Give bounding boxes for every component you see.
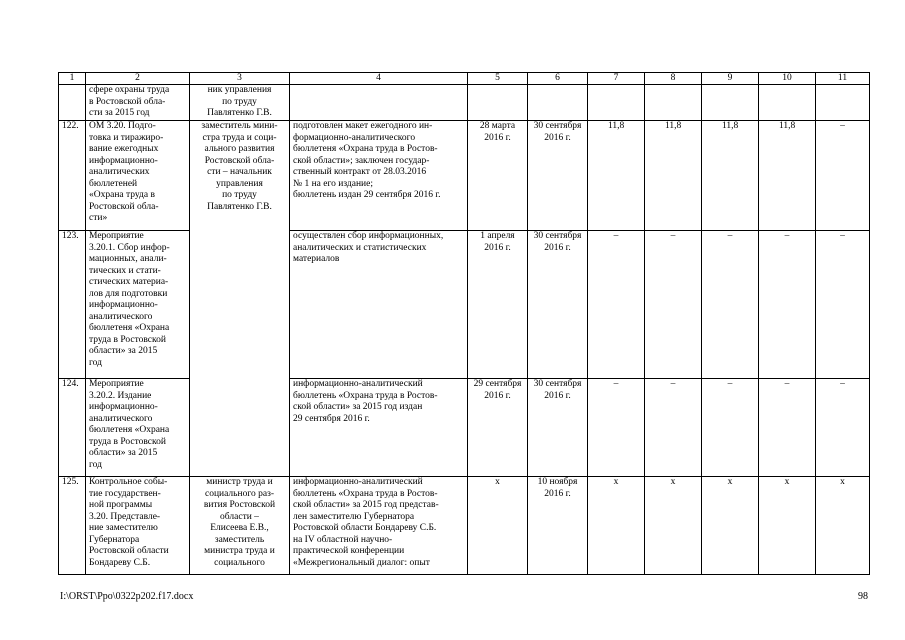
value-cell: – (588, 379, 645, 477)
plan-date-cell: х (468, 477, 528, 575)
value-cell: – (816, 379, 870, 477)
value-cell: х (816, 477, 870, 575)
column-number: 8 (645, 73, 702, 85)
column-number: 7 (588, 73, 645, 85)
value-cell: – (702, 231, 759, 379)
value-cell: 11,8 (588, 121, 645, 231)
event-name-cell: ОМ 3.20. Подго- товка и тиражиро- вание ежегодных информационно- аналитических бюллетеней «Охрана труда в Ростовской обла- сти» (86, 121, 190, 231)
fact-date-cell: 30 сентября 2016 г. (528, 379, 588, 477)
value-cell (702, 85, 759, 121)
plan-date-cell: 1 апреля 2016 г. (468, 231, 528, 379)
value-cell (816, 85, 870, 121)
column-number: 10 (759, 73, 816, 85)
value-cell: – (645, 379, 702, 477)
value-cell: – (645, 231, 702, 379)
row-number-cell (59, 85, 86, 121)
column-number: 6 (528, 73, 588, 85)
event-name-cell: Мероприятие 3.20.1. Сбор инфор- мационных, анали- тических и стати- стических материа- лов для подготовки информационно- аналитического бюллетеня «Охрана труда в Ростовской области» за 2015 год (86, 231, 190, 379)
result-cell: информационно-аналитический бюллетень «Охрана труда в Ростов- ской области» за 2015 год издан 29 сентября 2016 г. (290, 379, 468, 477)
value-cell: х (702, 477, 759, 575)
column-number: 4 (290, 73, 468, 85)
row-number-cell: 123. (59, 231, 86, 379)
responsible-cell: ник управления по труду Павлятенко Г.В. (190, 85, 290, 121)
value-cell: – (759, 379, 816, 477)
value-cell: 11,8 (759, 121, 816, 231)
column-number: 11 (816, 73, 870, 85)
row-number-cell: 124. (59, 379, 86, 477)
fact-date-cell: 10 ноября 2016 г. (528, 477, 588, 575)
table-row (59, 379, 870, 477)
column-number: 5 (468, 73, 528, 85)
report-table (58, 72, 870, 575)
plan-date-cell (468, 85, 528, 121)
result-cell: подготовлен макет ежегодного ин- формационно-аналитического бюллетеня «Охрана труда в Ростов- ской области»; заключен государ- ственный контракт от 28.03.2016 № 1 на его издание; бюллетень издан 29 сентября 2016 г. (290, 121, 468, 231)
plan-date-cell: 29 сентября 2016 г. (468, 379, 528, 477)
row-number-cell: 125. (59, 477, 86, 575)
event-name-cell: Мероприятие 3.20.2. Издание информационно- аналитического бюллетеня «Охрана труда в Ростовской области» за 2015 год (86, 379, 190, 477)
value-cell (759, 85, 816, 121)
value-cell: – (702, 379, 759, 477)
value-cell: х (588, 477, 645, 575)
value-cell: х (759, 477, 816, 575)
value-cell (645, 85, 702, 121)
result-cell (290, 85, 468, 121)
fact-date-cell (528, 85, 588, 121)
column-number: 1 (59, 73, 86, 85)
table-row-continuation (59, 85, 870, 121)
column-number-row (59, 73, 870, 85)
fact-date-cell: 30 сентября 2016 г. (528, 121, 588, 231)
value-cell: 11,8 (645, 121, 702, 231)
plan-date-cell: 28 марта 2016 г. (468, 121, 528, 231)
responsible-cell: министр труда и социального раз- вития Ростовской области – Елисеева Е.В., заместитель министра труда и социального (190, 477, 290, 575)
table-row (59, 121, 870, 231)
footer-file-path: I:\ORST\Ppo\0322p202.f17.docx (60, 591, 194, 602)
value-cell: – (816, 231, 870, 379)
fact-date-cell: 30 сентября 2016 г. (528, 231, 588, 379)
column-number: 9 (702, 73, 759, 85)
responsible-cell: заместитель мини- стра труда и соци- ального развития Ростовской обла- сти – начальник управления по труду Павлятенко Г.В. (190, 121, 290, 477)
table-row (59, 477, 870, 575)
row-number-cell: 122. (59, 121, 86, 231)
value-cell: 11,8 (702, 121, 759, 231)
column-number: 3 (190, 73, 290, 85)
value-cell: – (816, 121, 870, 231)
column-number: 2 (86, 73, 190, 85)
value-cell (588, 85, 645, 121)
value-cell: – (759, 231, 816, 379)
result-cell: осуществлен сбор информационных, аналитических и статистических материалов (290, 231, 468, 379)
event-name-cell: Контрольное собы- тие государствен- ной программы 3.20. Представле- ние заместителю Губернатора Ростовской области Бондареву С.Б. (86, 477, 190, 575)
table-row (59, 231, 870, 379)
event-name-cell: сфере охраны труда в Ростовской обла- сти за 2015 год (86, 85, 190, 121)
value-cell: х (645, 477, 702, 575)
footer-page-number: 98 (858, 591, 868, 602)
result-cell: информационно-аналитический бюллетень «Охрана труда в Ростов- ской области» за 2015 год представ- лен заместителю Губернатора Ростовской области Бондареву С.Б. на IV областной научно- практической конференции «Межрегиональный диалог: опыт (290, 477, 468, 575)
value-cell: – (588, 231, 645, 379)
